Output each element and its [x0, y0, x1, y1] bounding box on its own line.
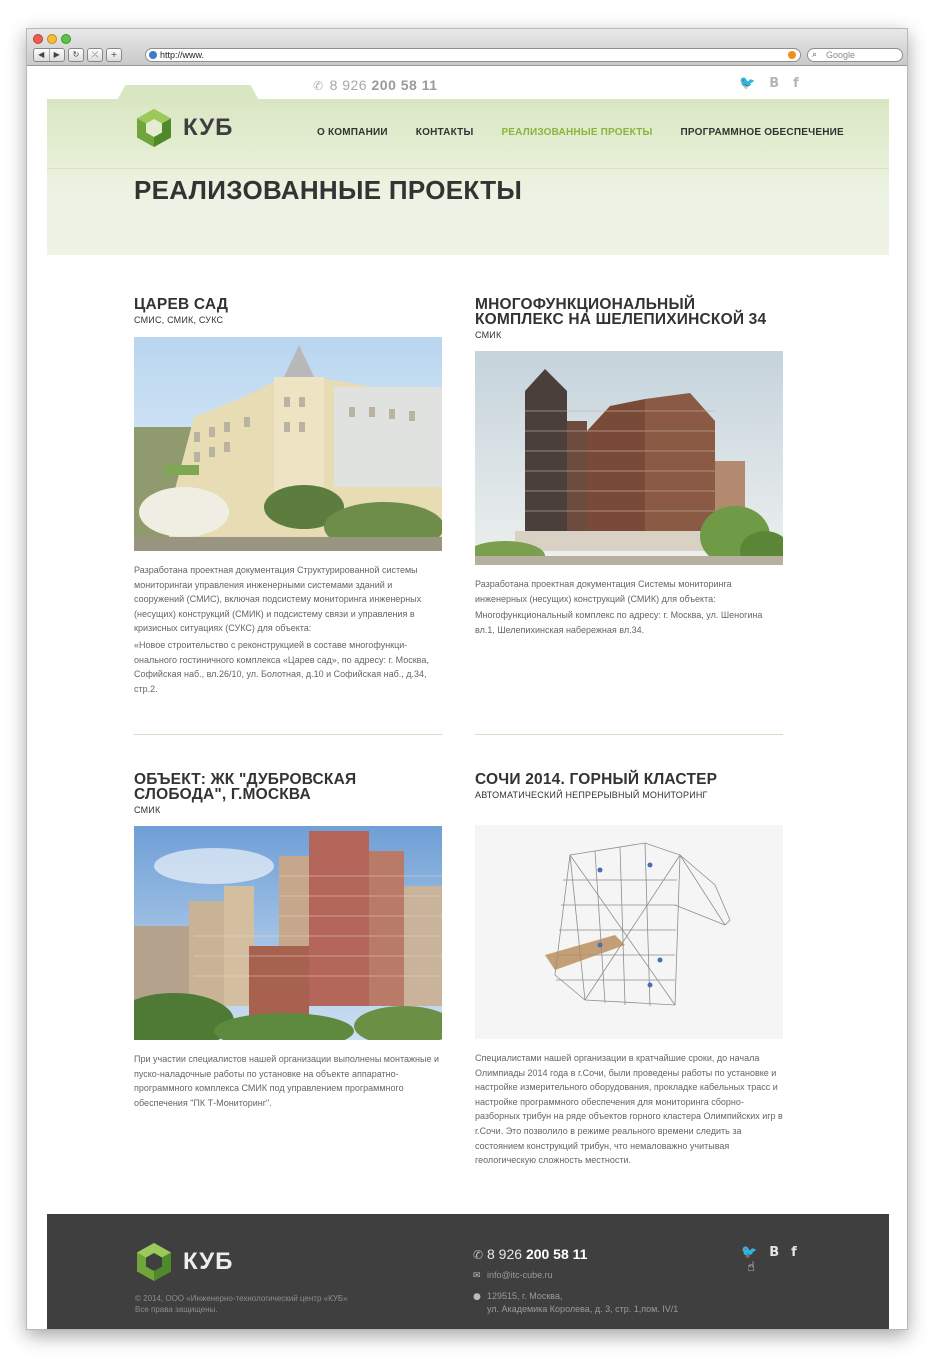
back-icon[interactable]: ◀ [34, 49, 50, 61]
project-image-dubrovskaya[interactable] [134, 826, 442, 1040]
project-description: Многофункциональный комплекс по адресу: г. Москва, ул. Шеногина вл.1, Шелепихинская набережная вл.34. [475, 610, 763, 635]
nav-item-projects[interactable]: РЕАЛИЗОВАННЫЕ ПРОЕКТЫ [501, 127, 653, 138]
address-line-1: 129515, г. Москва, [487, 1291, 563, 1301]
search-placeholder: Google [826, 50, 856, 60]
cube-logo-icon [135, 108, 173, 148]
logo-text: КУБ [183, 114, 234, 141]
project-image-tsarev-sad[interactable] [134, 337, 442, 551]
header-divider [47, 168, 889, 169]
top-phone-prefix: 8 926 [329, 77, 372, 93]
window-controls [33, 34, 71, 44]
footer-logo[interactable] [135, 1242, 233, 1282]
footer-logo-text: КУБ [183, 1248, 234, 1275]
nav-item-contacts[interactable]: КОНТАКТЫ [415, 127, 474, 138]
phone-icon: ✆ [473, 1248, 484, 1262]
phone-icon: ✆ [313, 79, 324, 93]
project-subtitle: СМИС, СМИК, СУКС [134, 315, 224, 325]
reload-icon[interactable]: ↻ [68, 48, 84, 62]
cube-logo-icon [135, 1242, 173, 1282]
project-description: «Новое строительство с реконструкцией в составе многофункци- онального гостиничного комплекса «Царев сад», по адресу: г. Москва, Софийская наб., вл.26/10, ул. Болотная, д.10 и Софийская наб., д.34, стр.2. [134, 639, 429, 694]
footer-address [473, 1290, 678, 1315]
share-icon[interactable]: ⤫ [87, 48, 103, 62]
project-card [134, 297, 442, 696]
project-card [475, 297, 783, 637]
page-title [134, 175, 522, 206]
site-header [47, 99, 889, 255]
vk-icon[interactable]: B [769, 1245, 780, 1260]
vk-icon[interactable]: B [769, 76, 780, 91]
row-divider [134, 734, 442, 735]
top-phone-main: 200 58 11 [371, 77, 438, 93]
project-image-sochi-tribune[interactable] [475, 825, 783, 1039]
project-description: При участии специалистов нашей организации выполнены монтажные и пуско-наладочные работы по установке на объекте аппаратно-программного комплекса СМИК под управлением программного обеспечения "ПК Т-Мониторинг". [134, 1054, 439, 1108]
copyright-line: © 2014, ООО «Инженерно-технологический центр «КУБ» [135, 1294, 348, 1303]
header-tab-shape [117, 85, 259, 100]
minimize-window-button[interactable] [47, 34, 57, 44]
footer-email-text: info@itc-cube.ru [487, 1270, 553, 1280]
nav-item-about[interactable]: О КОМПАНИИ [317, 127, 388, 138]
address-bar[interactable] [145, 48, 801, 62]
project-description: Специалистами нашей организации в кратчайшие сроки, до начала Олимпиады 2014 года в г.Сочи, были проведены работы по установке и настройке измерительного оборудования, прокладке кабельных трасс и настройке программного обеспечения для мониторинга сборно-разборных трибун на ряде объектов горного кластера Олимпийских игр в г.Сочи. Это позволило в режиме реального времени следить за состоянием конструкций трибун, что немаловажно учитывая геологическую сложность местности. [475, 1053, 783, 1166]
search-input[interactable] [807, 48, 903, 62]
forward-icon[interactable]: ▶ [53, 50, 60, 59]
back-forward-buttons [33, 48, 65, 62]
page-title-bold: ПРОЕКТЫ [388, 175, 523, 205]
page-title-light: РЕАЛИЗОВАННЫЕ [134, 175, 389, 205]
new-tab-icon[interactable]: + [106, 48, 122, 62]
site-logo[interactable] [135, 108, 233, 148]
project-title[interactable]: СОЧИ 2014. ГОРНЫЙ КЛАСТЕР [475, 771, 718, 788]
address-line-2: ул. Академика Королева, д. 3, стр. 1,пом. IV/1 [487, 1304, 679, 1314]
top-phone[interactable] [313, 77, 438, 93]
facebook-icon[interactable]: f [791, 1245, 797, 1260]
project-description: Разработана проектная документация Структурированной системы мониторингаи управления инженерными системами зданий и сооружений (СМИС), включая подсистему мониторинга инженерных (несущих) конструкций (СМИК) и подсистему связи и управления в кризисных ситуациях (СУКС) для объекта: [134, 565, 422, 634]
footer-email[interactable] [473, 1270, 553, 1281]
site-footer [47, 1214, 889, 1330]
footer-copyright [135, 1293, 348, 1315]
project-image-shelepikha[interactable] [475, 351, 783, 565]
web-page [27, 66, 907, 1330]
mail-icon: ✉ [473, 1271, 481, 1281]
close-window-button[interactable] [33, 34, 43, 44]
browser-toolbar [27, 29, 907, 66]
zoom-window-button[interactable] [61, 34, 71, 44]
nav-item-software[interactable]: ПРОГРАММНОЕ ОБЕСПЕЧЕНИЕ [680, 127, 844, 138]
footer-phone-prefix: 8 926 [487, 1246, 526, 1262]
footer-phone[interactable] [473, 1246, 587, 1262]
address-url: http://www. [160, 50, 205, 60]
twitter-icon[interactable]: 🐦 [739, 76, 756, 91]
browser-window [26, 28, 908, 1330]
browser-nav-buttons [33, 48, 122, 62]
project-title[interactable]: ЦАРЕВ САД [134, 296, 229, 313]
project-card [475, 772, 783, 1168]
hand-cursor-icon: ☝ [747, 1260, 755, 1275]
footer-social-links [741, 1245, 797, 1260]
top-social-links [739, 76, 799, 91]
search-icon: ⌕ [812, 50, 818, 60]
row-divider [475, 734, 783, 735]
project-subtitle: СМИК [134, 805, 161, 815]
project-subtitle: АВТОМАТИЧЕСКИЙ НЕПРЕРЫВНЫЙ МОНИТОРИНГ [475, 790, 708, 800]
twitter-icon[interactable]: 🐦 [741, 1245, 758, 1260]
rss-icon[interactable] [788, 51, 796, 59]
site-globe-icon [149, 51, 157, 59]
footer-phone-main: 200 58 11 [525, 1246, 588, 1262]
location-pin-icon: ● [473, 1292, 481, 1302]
project-card [134, 772, 442, 1110]
main-navigation [317, 127, 844, 138]
project-description: Разработана проектная документация Системы мониторинга инженерных (несущих) конструкций (СМИК) для объекта: [475, 579, 732, 604]
facebook-icon[interactable]: f [793, 76, 799, 91]
project-title[interactable]: ОБЪЕКТ: ЖК "ДУБРОВСКАЯ СЛОБОДА", Г.МОСКВА [134, 771, 357, 803]
project-title[interactable]: МНОГОФУНКЦИОНАЛЬНЫЙ КОМПЛЕКС НА ШЕЛЕПИХИНСКОЙ 34 [475, 296, 767, 328]
project-subtitle: СМИК [475, 330, 502, 340]
copyright-rights: Все права защищены. [135, 1305, 218, 1314]
